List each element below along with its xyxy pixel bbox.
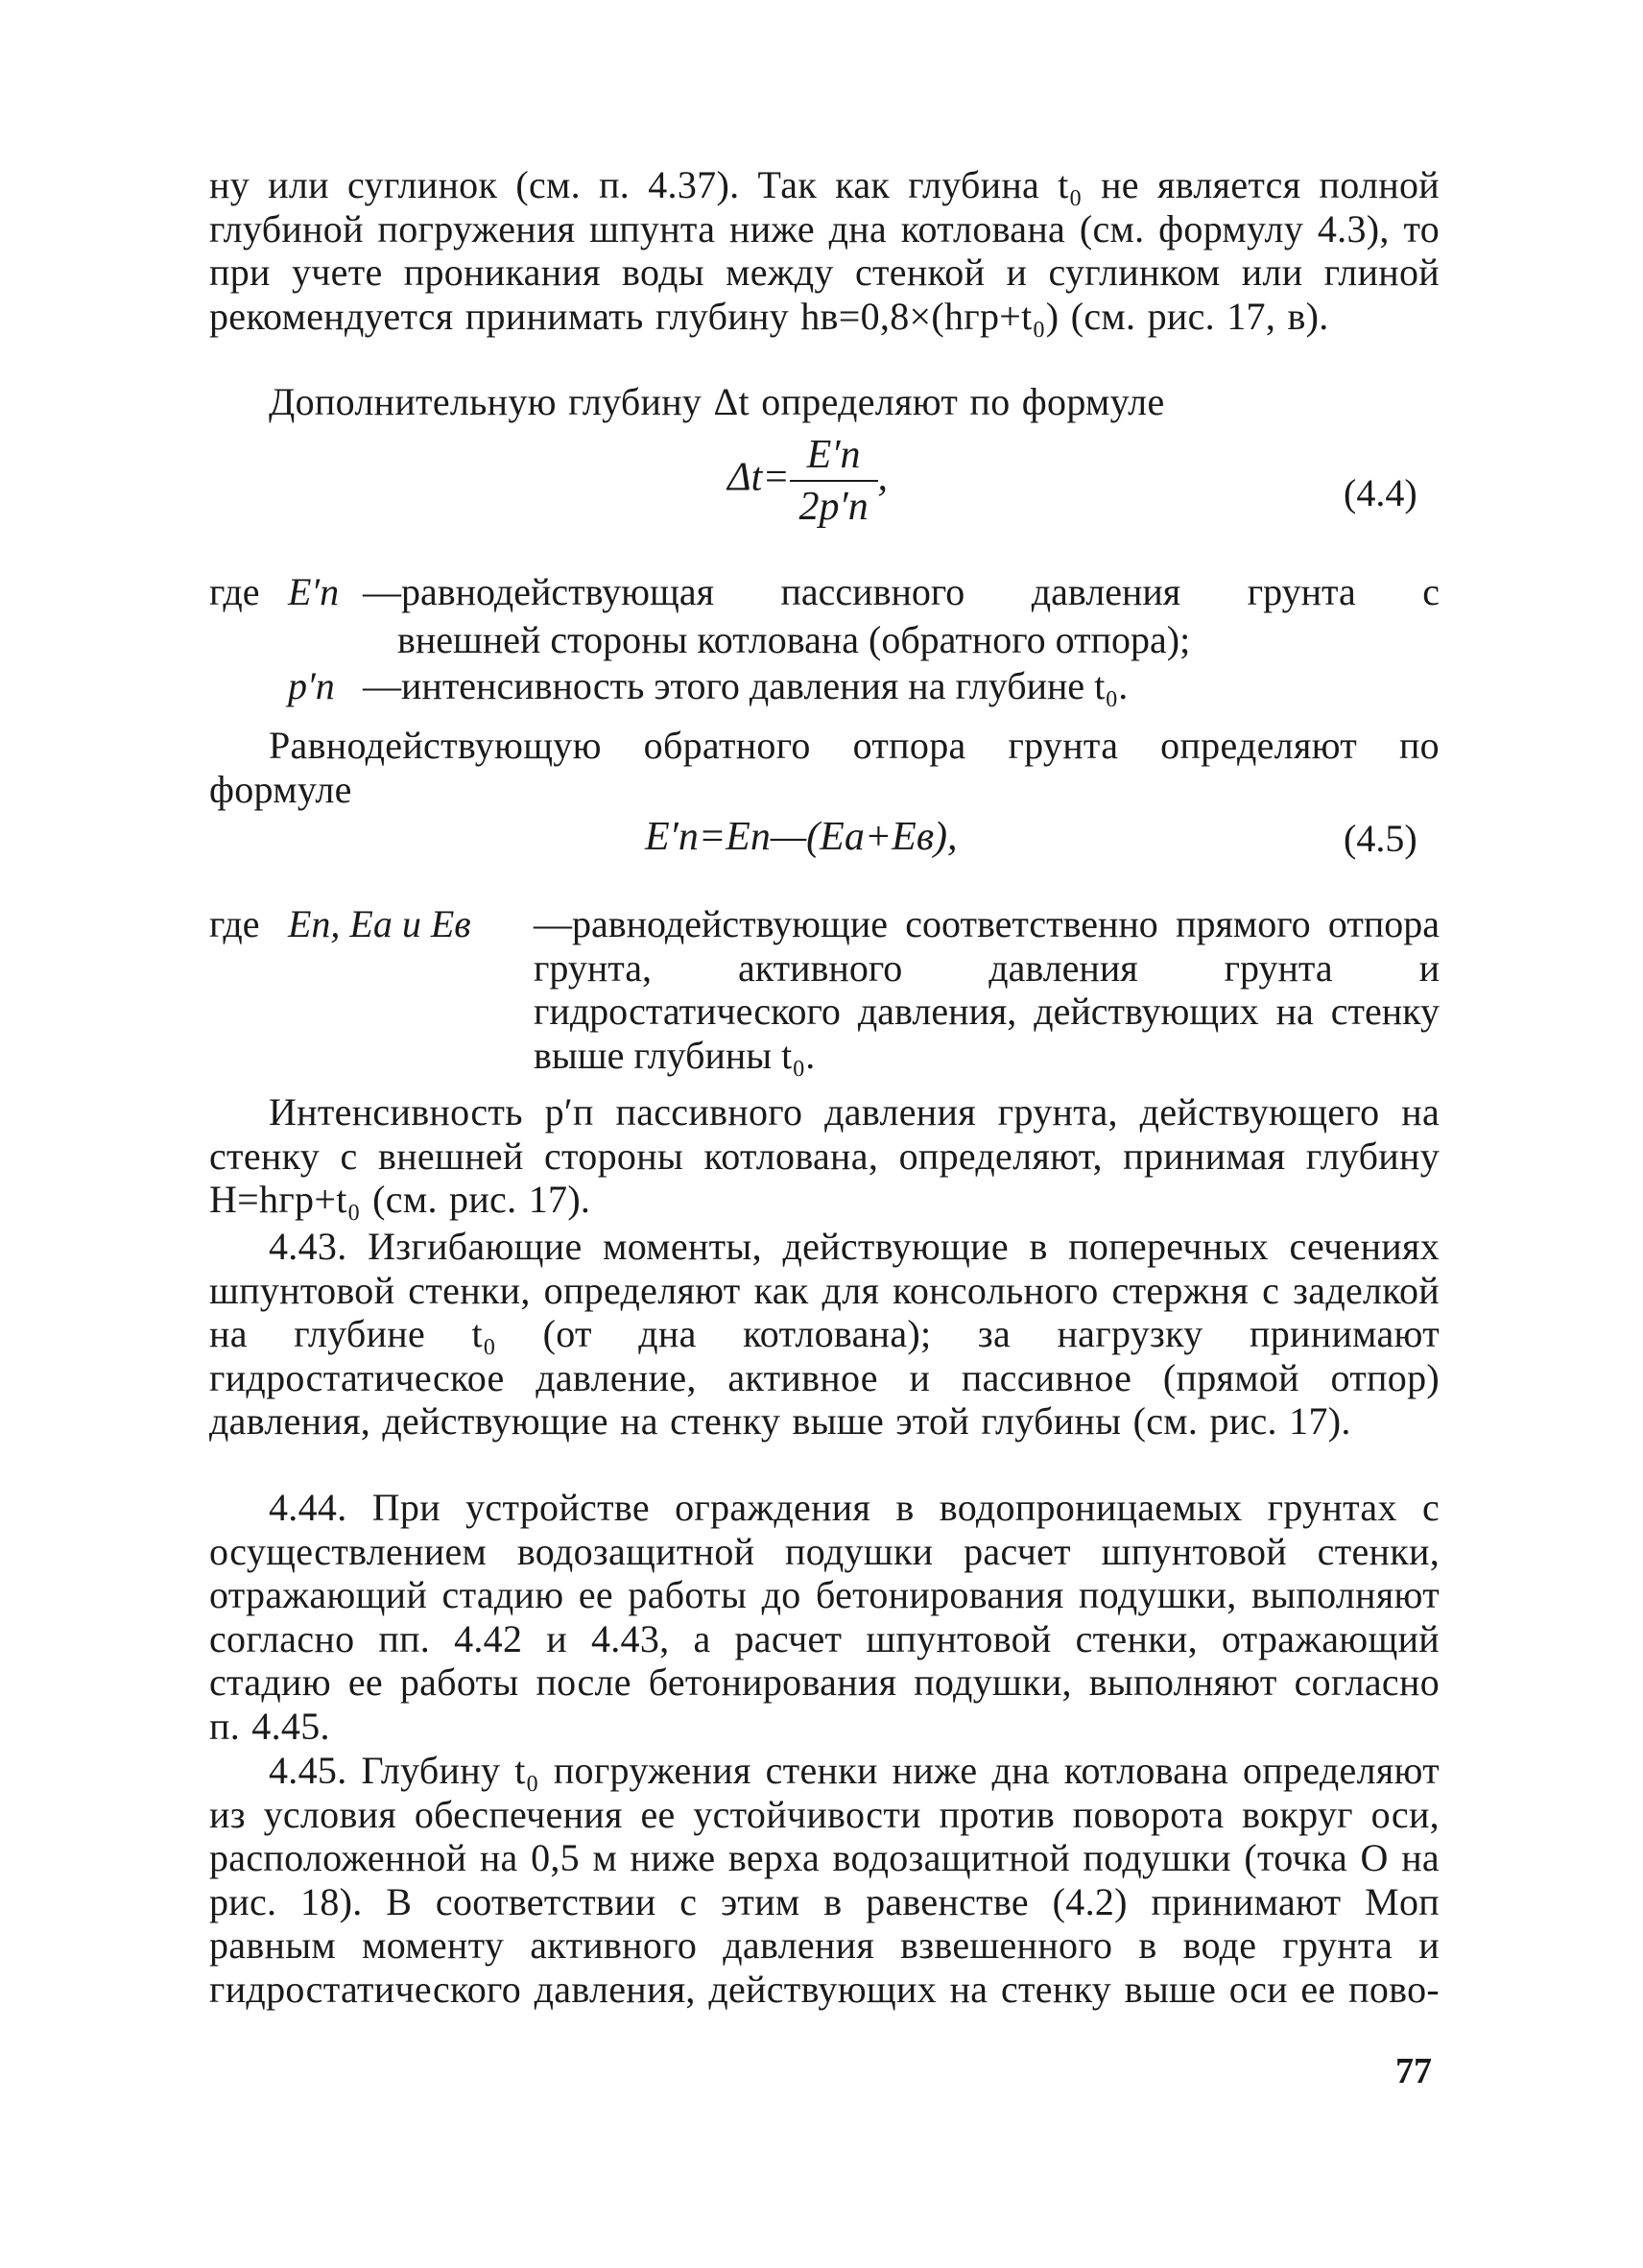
where-2-definition-text: —равнодействующие соответственно прямого отпора грунта, активного давления грунта и гидростатического давления, действующих на стенку выше глубины t₀. xyxy=(534,902,1440,1077)
paragraph-3-text: Равнодействующую обратного отпора грунта определяют по формуле xyxy=(209,724,1440,811)
formula-4-4-number: (4.4) xyxy=(1344,471,1417,514)
formula-4-4-fraction xyxy=(790,434,878,528)
paragraph-4-45-text: 4.45. Глубину t₀ погружения стенки ниже дна котлована определяют из условия обеспечения ее устойчивости против поворота вокруг оси, расположенной на 0,5 м ниже верха водозащитной подушки (точка O на рис. 18). В соответствии с этим в равенстве (4.2) принимают Mоп равным моменту активного давления взвешенного в воде грунта и гидростатического давления, действующих на стенку выше оси ее пово- xyxy=(209,1749,1440,2011)
formula-4-4-tail: , xyxy=(877,455,889,500)
paragraph-1-text: ну или суглинок (см. п. 4.37). Так как глубина t₀ не является полной глубиной погружения шпунта ниже дна котлована (см. формулу 4.3), то при учете проникания воды между стенкой и суглинком или глиной рекомендуется принимать глубину hв=0,8×(hгр+t₀) (см. рис. 17, в). xyxy=(209,163,1440,338)
paragraph-4-45 xyxy=(209,1749,1440,2011)
paragraph-2 xyxy=(209,380,1440,424)
formula-4-5: E′п=Eп—(Eа+Eв), xyxy=(645,815,958,859)
paragraph-3 xyxy=(209,724,1440,811)
paragraph-4 xyxy=(209,1090,1440,1222)
paragraph-2-text: Дополнительную глубину Δt определяют по формуле xyxy=(269,380,1165,423)
where-1-gde: где xyxy=(209,570,260,613)
where-1-symbol-2: p′п xyxy=(288,664,335,707)
formula-4-4-numerator: E′п xyxy=(790,434,878,482)
where-1-def-1-line-2: внешней стороны котлована (обратного отпора); xyxy=(397,618,1191,661)
paragraph-4-43 xyxy=(209,1225,1440,1444)
paragraph-1 xyxy=(209,163,1440,338)
formula-4-5-number: (4.5) xyxy=(1344,817,1417,860)
paragraph-4-44-text: 4.44. При устройстве ограждения в водопроницаемых грунтах с осуществлением водозащитной подушки расчет шпунтовой стенки, отражающий стадию ее работы до бетонирования подушки, выполняют согласно пп. 4.42 и 4.43, а расчет шпунтовой стенки, отражающий стадию ее работы после бетонирования подушки, выполняют согласно п. 4.45. xyxy=(209,1486,1440,1748)
where-2-definition xyxy=(534,902,1440,1077)
formula-4-4 xyxy=(727,434,888,528)
where-1-def-1-line-1: —равнодействующая пассивного давления грунта с xyxy=(363,570,1440,613)
paragraph-4-text: Интенсивность p′п пассивного давления грунта, действующего на стенку с внешней стороны котлована, определяют, принимая глубину H=hгр+t₀ (см. рис. 17). xyxy=(209,1090,1440,1221)
where-2-symbols: Eп, Eа и Eв xyxy=(288,902,471,945)
formula-4-4-denominator: 2p′п xyxy=(798,485,869,529)
where-1-def-2: —интенсивность этого давления на глубине t₀. xyxy=(363,664,1129,707)
page-number: 77 xyxy=(1395,2051,1432,2091)
where-2-gde: где xyxy=(209,902,260,945)
paragraph-4-43-text: 4.43. Изгибающие моменты, действующие в поперечных сечениях шпунтовой стенки, определяют как для консольного стержня с заделкой на глубине t₀ (от дна котлована); за нагрузку принимают гидростатическое давление, активное и пассивное (прямой отпор) давления, действующие на стенку выше этой глубины (см. рис. 17). xyxy=(209,1225,1440,1443)
formula-4-4-lhs: Δt= xyxy=(727,455,790,500)
paragraph-4-44 xyxy=(209,1486,1440,1748)
where-1-symbol-1: E′п xyxy=(288,570,340,613)
